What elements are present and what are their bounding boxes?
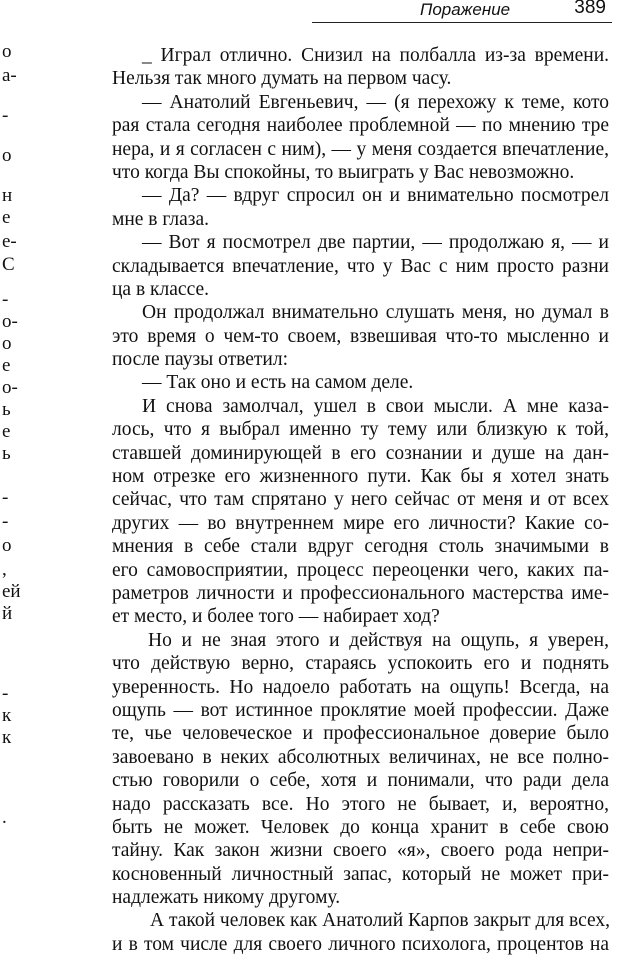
gutter-fragment: а- — [2, 65, 17, 86]
text-line: быть не может. Человек до конца хранит в себе свою — [112, 816, 609, 838]
gutter-fragment: - — [2, 289, 9, 310]
text-line: Нельзя так много думать на первом часу. — [112, 68, 452, 90]
gutter-fragment: , — [2, 559, 7, 580]
gutter-fragment: е- — [2, 231, 17, 252]
gutter-fragment: н — [2, 185, 13, 206]
text-line: А такой человек как Анатолий Карпов закрыт для всех, — [150, 910, 611, 932]
running-title: Поражение — [420, 0, 511, 19]
adjacent-page-edge — [0, 0, 20, 863]
text-line: что действую верно, стараясь успокоить его и поднять — [112, 653, 609, 675]
text-line: ет место, и более того — набирает ход? — [112, 606, 440, 628]
text-line: надлежать никому другому. — [112, 887, 341, 909]
gutter-fragment: - — [2, 105, 9, 126]
gutter-fragment: о — [2, 41, 12, 62]
text-line: ца в классе. — [112, 278, 209, 300]
gutter-fragment: С — [2, 254, 15, 275]
text-line: нера, и я согласен с ним), — у меня создается впечатление, — [112, 138, 609, 160]
text-line: Он продолжал внимательно слушать меня, но думал в — [142, 302, 609, 324]
text-line: Но и не зная этого и действуя на ощупь, я уверен, — [148, 629, 609, 651]
gutter-fragment: . — [2, 807, 7, 828]
gutter-fragment: - — [2, 487, 9, 508]
gutter-fragment: ей — [2, 581, 21, 602]
text-line: других — во внутреннем мире его личности? Какие со- — [112, 512, 609, 534]
gutter-fragment: к — [2, 705, 12, 726]
body-text — [112, 44, 609, 956]
text-line: мнения в себе стали вдруг сегодня столь значимыми в — [112, 536, 609, 558]
gutter-fragment: - — [2, 511, 9, 532]
text-line: ном отрезке его жизненного пути. Как бы я хотел знать — [112, 466, 609, 488]
gutter-fragment: - — [2, 683, 9, 704]
text-line: и в том числе для своего личного психолога, процентов на — [112, 933, 609, 955]
text-line: ощупь — вот истинное проклятие моей профессии. Даже — [112, 699, 609, 721]
text-line: — Анатолий Евгеньевич, — (я перехожу к теме, кото — [142, 91, 609, 113]
text-line: мне в глаза. — [112, 208, 210, 230]
running-header — [312, 0, 612, 23]
text-line: раметров личности и профессионального мастерства име- — [112, 582, 609, 604]
text-line: рая стала сегодня наиболее проблемной — по мнению тре — [112, 115, 609, 137]
gutter-fragment: о- — [2, 377, 18, 398]
text-line: сейчас, что там спрятано у него сейчас от меня и от всех — [112, 489, 609, 511]
gutter-fragment: ь — [2, 399, 11, 420]
page-number: 389 — [574, 0, 606, 18]
gutter-fragment: о — [2, 535, 12, 556]
gutter-fragment: к — [2, 727, 12, 748]
text-line: стью говорили о себе, хотя и понимали, что ради дела — [112, 770, 609, 792]
text-line: тайну. Как закон жизни своего «я», своего рода непри- — [112, 840, 609, 862]
gutter-fragment: е — [2, 207, 11, 228]
text-line: после паузы ответил: — [112, 349, 288, 371]
gutter-fragment: о — [2, 145, 12, 166]
text-line: надо рассказать все. Но этого не бывает, и, вероятно, — [112, 793, 609, 815]
gutter-fragment: й — [2, 603, 13, 624]
gutter-fragment: е — [2, 421, 11, 442]
text-line: И снова замолчал, ушел в свои мысли. А мне каза- — [142, 395, 609, 417]
text-line: те, чье человеческое и профессиональное доверие было — [112, 723, 609, 745]
text-line: ставшей доминирующей в его сознании и душе на дан- — [112, 442, 609, 464]
text-line: что когда Вы спокойны, то выиграть у Вас невозможно. — [112, 161, 575, 183]
text-line: — Вот я посмотрел две партии, — продолжаю я, — и — [142, 232, 609, 254]
text-line: это время о чем-то своем, взвешивая что-то мысленно и — [112, 325, 609, 347]
text-line: завоевано в неких абсолютных величинах, не все полно- — [112, 746, 609, 768]
text-line: косновенный личностный запас, который не может при- — [112, 863, 609, 885]
gutter-fragment: ь — [2, 443, 11, 464]
text-line: — Так оно и есть на самом деле. — [142, 372, 414, 394]
text-line: _ Играл отлично. Снизил на полбалла из-за времени. — [142, 45, 609, 66]
text-line: уверенность. Но надоело работать на ощупь! Всегда, на — [112, 676, 609, 698]
gutter-fragment: о — [2, 333, 12, 354]
text-line: складывается впечатление, что у Вас с ним просто разни — [112, 255, 609, 277]
text-line: лось, что я выбрал именно ту тему или близкую к той, — [112, 419, 609, 441]
gutter-fragment: е — [2, 355, 11, 376]
text-line: его самовосприятии, процесс переоценки чего, каких па- — [112, 559, 609, 581]
gutter-fragment: о- — [2, 311, 18, 332]
text-line: — Да? — вдруг спросил он и внимательно посмотрел — [142, 185, 609, 207]
